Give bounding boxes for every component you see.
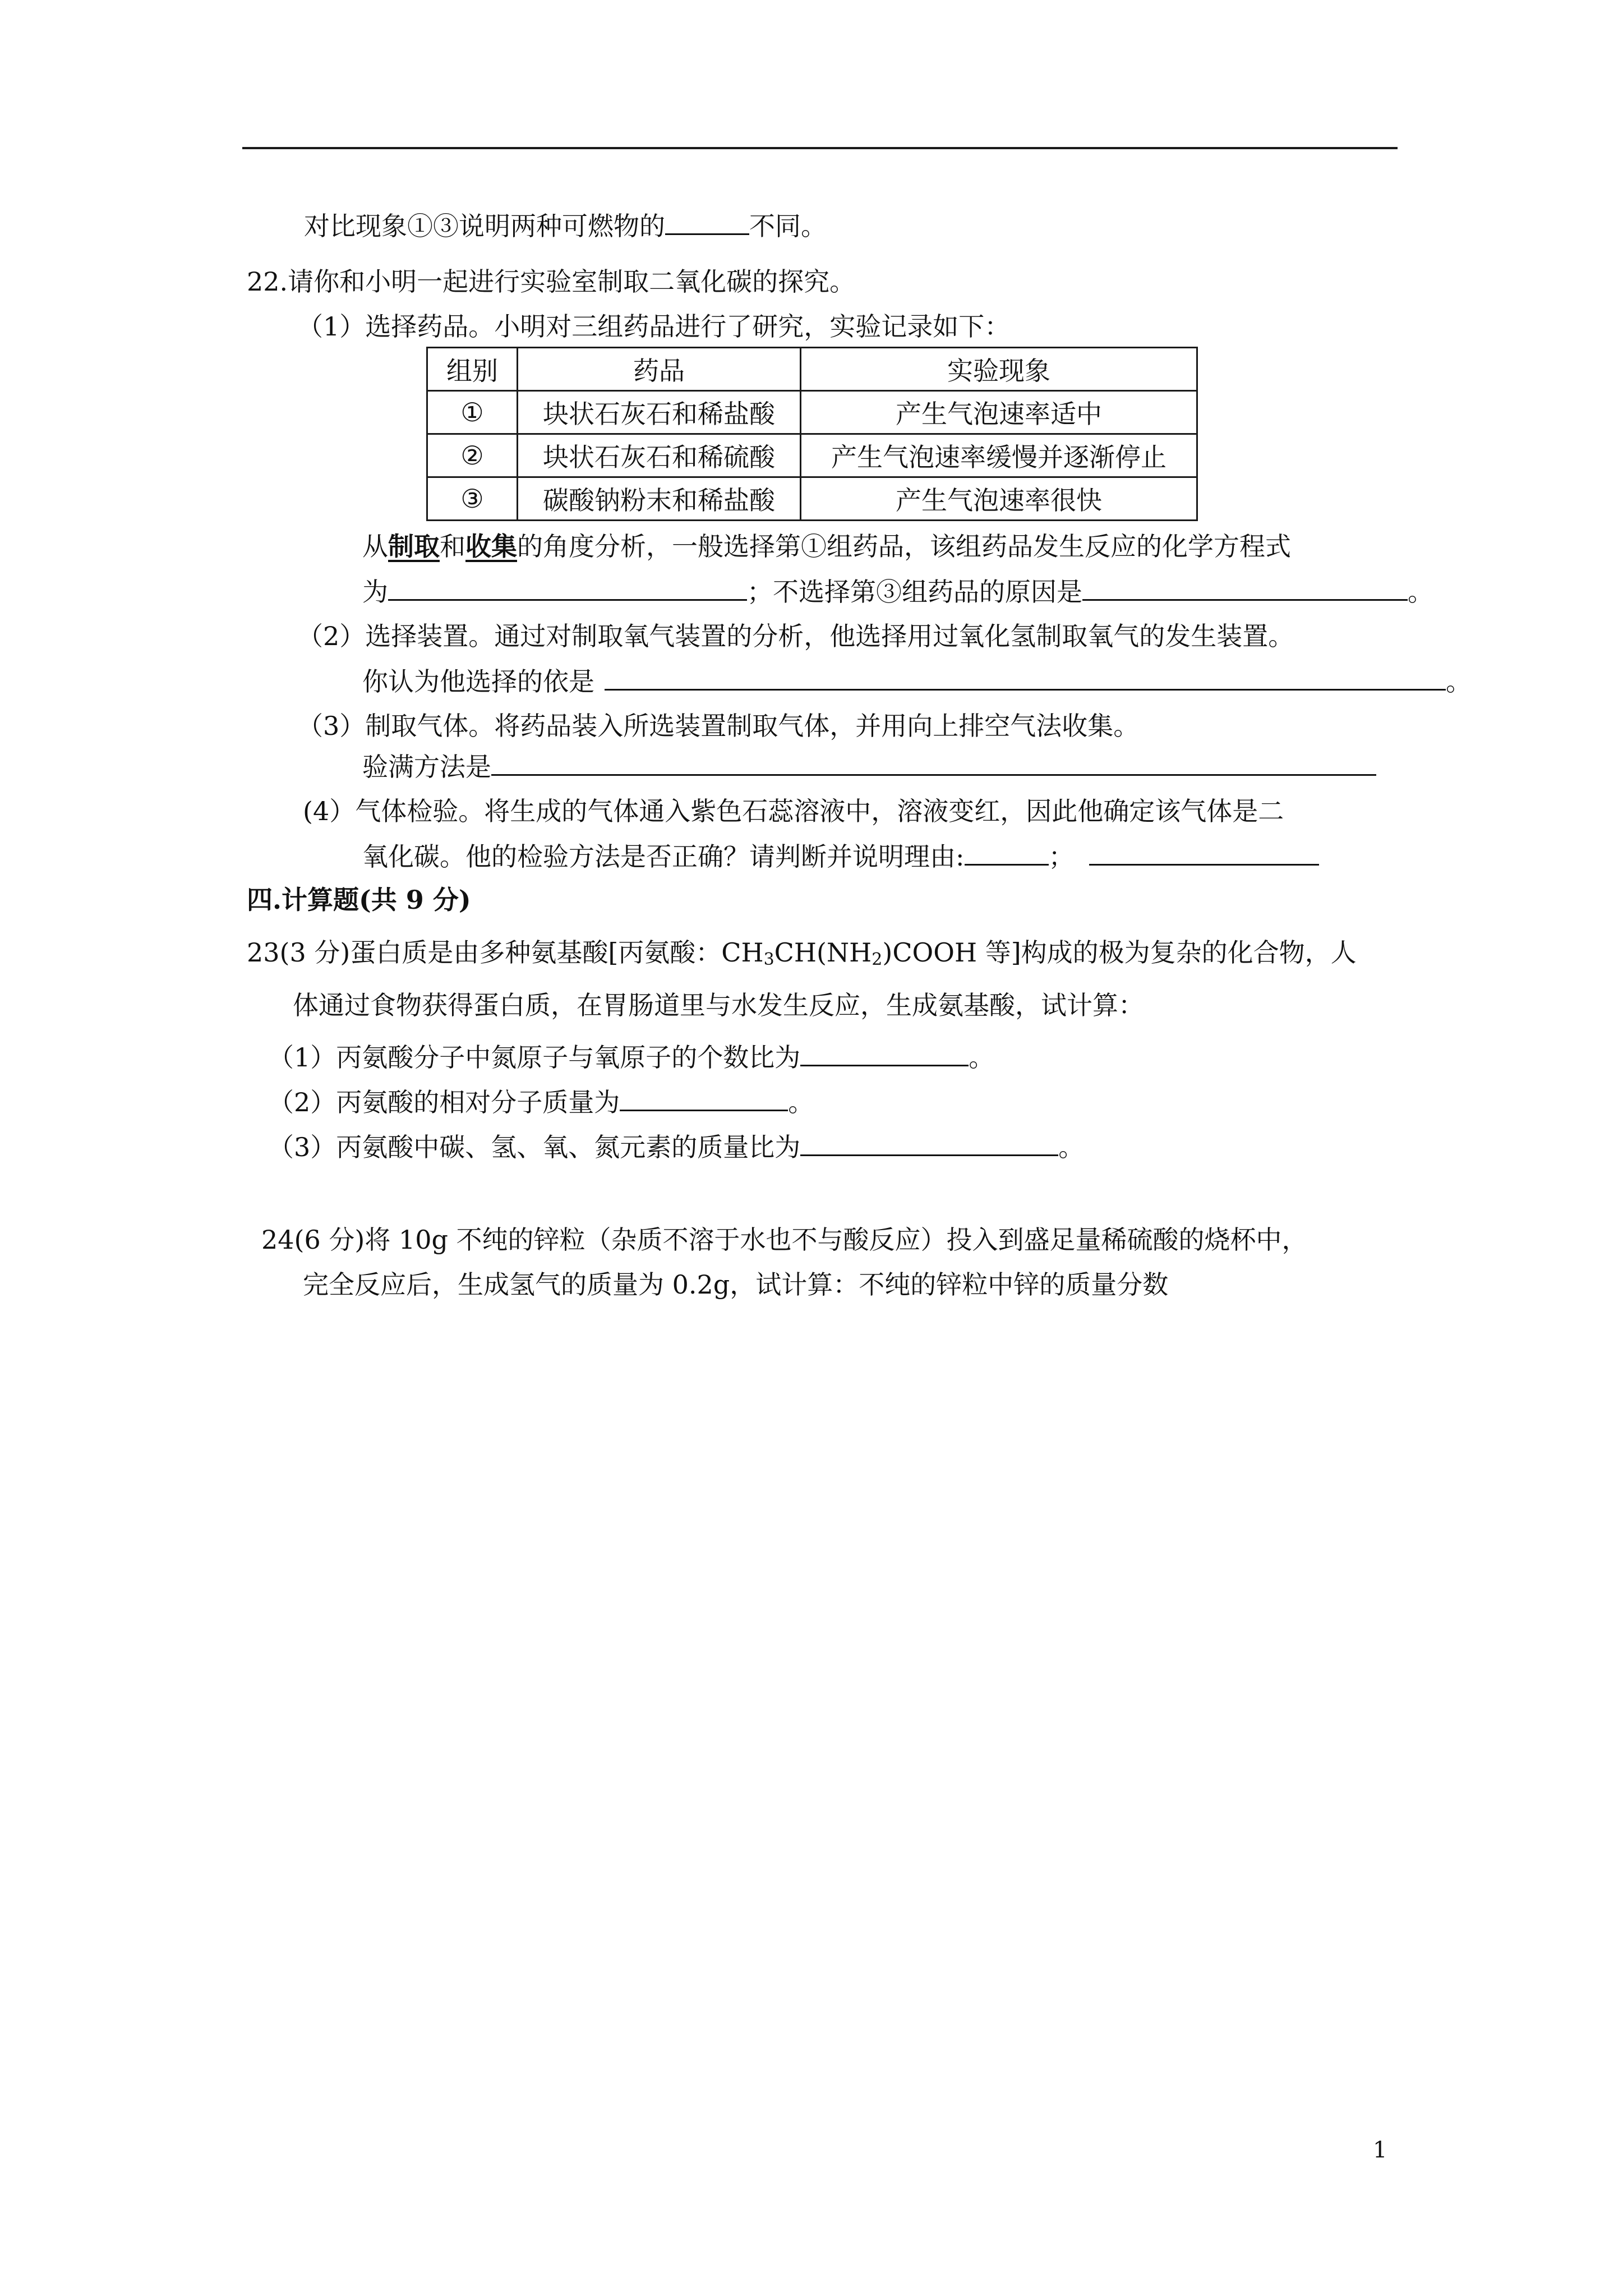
q23-line2: 体通过食物获得蛋白质，在胃肠道里与水发生反应，生成氨基酸，试计算： [293, 990, 1144, 1020]
header-rule [242, 147, 1398, 149]
experiment-table [426, 347, 1198, 521]
q23-sub2-line: （2）丙氨酸的相对分子质量为 。 [268, 1085, 814, 1119]
table-row [427, 434, 1197, 477]
q23-sub1-line: （1）丙氨酸分子中氮原子与氧原子的个数比为 。 [268, 1040, 994, 1074]
table-header-cell: 实验现象 [801, 348, 1197, 391]
page-number: 1 [1373, 2137, 1387, 2163]
reason-blank[interactable] [1082, 574, 1408, 601]
table-cell: 产生气泡速率很快 [801, 477, 1197, 521]
table-header-cell: 药品 [518, 348, 801, 391]
section-heading: 四.计算题(共 9 分) [247, 885, 471, 915]
molar-mass-blank[interactable] [620, 1085, 788, 1111]
table-cell: 块状石灰石和稀盐酸 [518, 391, 801, 434]
q23-sub3-line: （3）丙氨酸中碳、氢、氧、氮元素的质量比为 。 [268, 1130, 1084, 1163]
q22-equation-line: 为 ；不选择第③组药品的原因是 。 [362, 574, 1433, 608]
q23-line1: 23(3 分)蛋白质是由多种氨基酸[丙氨酸：$CH_3CH(NH_2)COOH$ 等]构成的极为复杂的化合物，人 [247, 937, 1357, 969]
table-cell: ③ [427, 477, 518, 521]
table-cell: ② [427, 434, 518, 477]
q22-part4: (4）气体检验。将生成的气体通入紫色石蕊溶液中，溶液变红，因此他确定该气体是二 [303, 796, 1284, 826]
table-cell: 碳酸钠粉末和稀盐酸 [518, 477, 801, 521]
table-cell: 块状石灰石和稀硫酸 [518, 434, 801, 477]
table-cell: 产生气泡速率适中 [801, 391, 1197, 434]
q24-line2: 完全反应后，生成氢气的质量为 0.2g，试计算：不纯的锌粒中锌的质量分数 [303, 1269, 1169, 1300]
judgement-blank[interactable] [965, 839, 1049, 866]
check-full-blank[interactable] [491, 749, 1376, 776]
q22-part2-answer-line: 你认为他选择的依是 。 [362, 664, 1472, 698]
mass-ratio-blank[interactable] [800, 1130, 1058, 1156]
q22-title: 22.请你和小明一起进行实验室制取二氧化碳的探究。 [247, 266, 856, 297]
q22-part3: （3）制取气体。将药品装入所选装置制取气体，并用向上排空气法收集。 [297, 711, 1140, 741]
table-cell: ① [427, 391, 518, 434]
q21-tail-line: 对比现象①③说明两种可燃物的 不同。 [304, 209, 827, 242]
q22-analysis-line: 从制取和收集的角度分析，一般选择第①组药品，该组药品发生反应的化学方程式 [362, 531, 1291, 562]
table-cell: 产生气泡速率缓慢并逐渐停止 [801, 434, 1197, 477]
q24-line1: 24(6 分)将 10g 不纯的锌粒（杂质不溶于水也不与酸反应）投入到盛足量稀硫酸的烧杯中， [261, 1225, 1308, 1255]
basis-blank[interactable] [605, 664, 1446, 691]
equation-blank[interactable] [388, 574, 747, 601]
table-row [427, 391, 1197, 434]
explanation-blank[interactable] [1089, 839, 1319, 866]
q22-part1: （1）选择药品。小明对三组药品进行了研究，实验记录如下： [297, 311, 1011, 342]
table-row [427, 477, 1197, 521]
answer-blank[interactable] [665, 209, 749, 235]
ratio-blank[interactable] [800, 1040, 969, 1066]
q22-part4-answer-line: 氧化碳。他的检验方法是否正确？请判断并说明理由: ； [362, 839, 1319, 873]
q22-part2: （2）选择装置。通过对制取氧气装置的分析，他选择用过氧化氢制取氧气的发生装置。 [297, 621, 1294, 651]
table-header-cell: 组别 [427, 348, 518, 391]
table-header-row [427, 348, 1197, 391]
q22-part3-answer-line: 验满方法是 [362, 749, 1376, 783]
